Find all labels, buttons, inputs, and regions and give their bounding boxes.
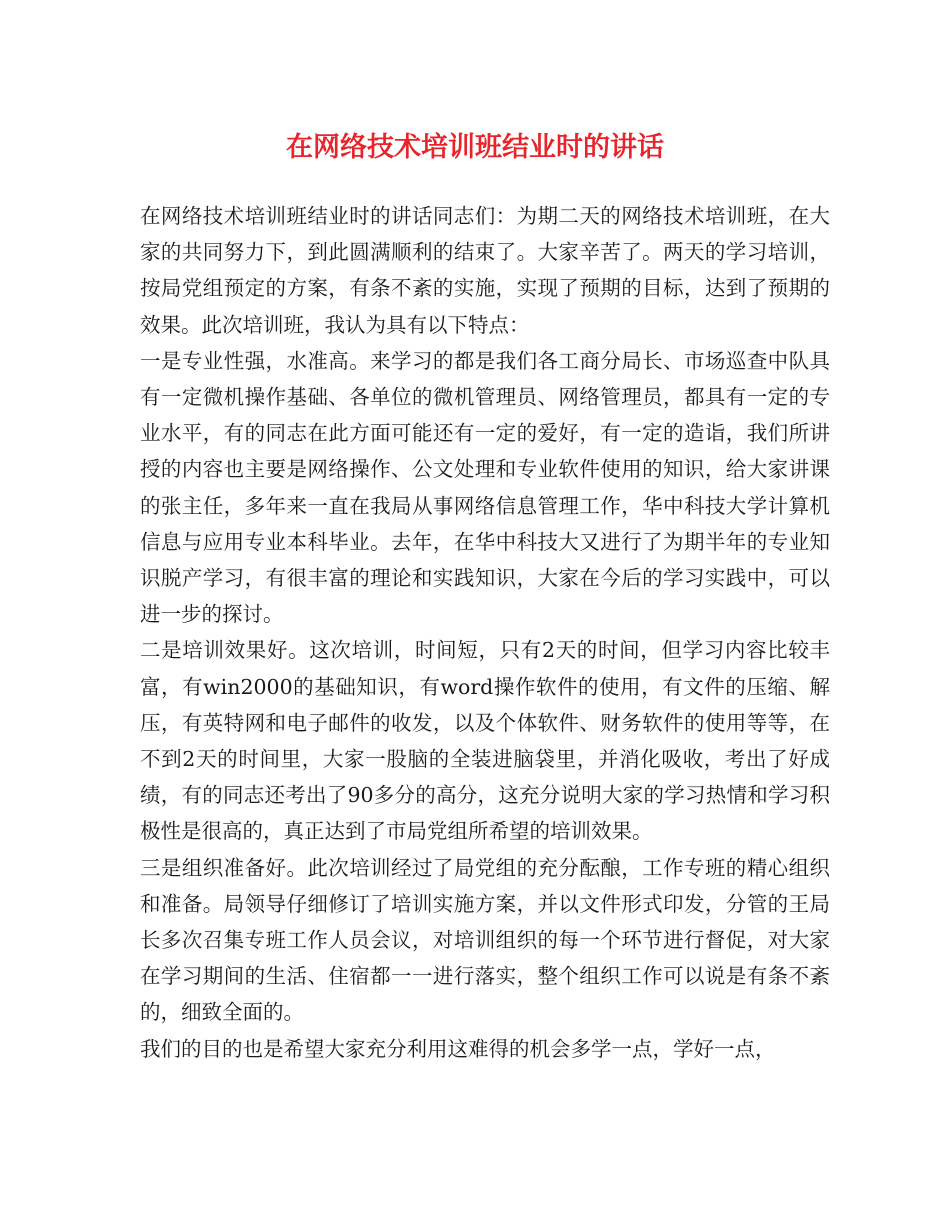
paragraph-intro: 在网络技术培训班结业时的讲话同志们：为期二天的网络技术培训班，在大家的共同努力下，到此圆满顺利的结束了。大家辛苦了。两天的学习培训，按局党组预定的方案，有条不紊的实施，实现了预期的目标，达到了预期的效果。此次培训班，我认为具有以下特点： [140,204,830,337]
paragraph-point-one: 一是专业性强，水准高。来学习的都是我们各工商分局长、市场巡查中队具有一定微机操作基础、各单位的微机管理员、网络管理员，都具有一定的专业水平，有的同志在此方面可能还有一定的爱好，有一定的造诣，我们所讲授的内容也主要是网络操作、公文处理和专业软件使用的知识，给大家讲课的张主任，多年来一直在我局从事网络信息管理工作，华中科技大学计算机信息与应用专业本科毕业。去年，在华中科技大又进行了为期半年的专业知识脱产学习，有很丰富的理论和实践知识，大家在今后的学习实践中，可以进一步的探讨。 [140,348,830,627]
document-body [140,198,830,1067]
document-title: 在网络技术培训班结业时的讲话 [286,132,664,163]
paragraph-closing: 我们的目的也是希望大家充分利用这难得的机会多学一点，学好一点， [140,1036,776,1061]
paragraph-point-two: 二是培训效果好。这次培训，时间短，只有2天的时间，但学习内容比较丰富，有win2000的基础知识，有word操作软件的使用，有文件的压缩、解压，有英特网和电子邮件的收发，以及个体软件、财务软件的使用等等，在不到2天的时间里，大家一股脑的全装进脑袋里，并消化吸收，考出了好成绩，有的同志还考出了90多分的高分，这充分说明大家的学习热情和学习积极性是很高的，真正达到了市局党组所希望的培训效果。 [140,638,830,844]
paragraph-point-three: 三是组织准备好。此次培训经过了局党组的充分酝酿，工作专班的精心组织和准备。局领导仔细修订了培训实施方案，并以文件形式印发，分管的王局长多次召集专班工作人员会议，对培训组织的每一个环节进行督促，对大家在学习期间的生活、住宿都一一进行落实，整个组织工作可以说是有条不紊的，细致全面的。 [140,855,830,1025]
